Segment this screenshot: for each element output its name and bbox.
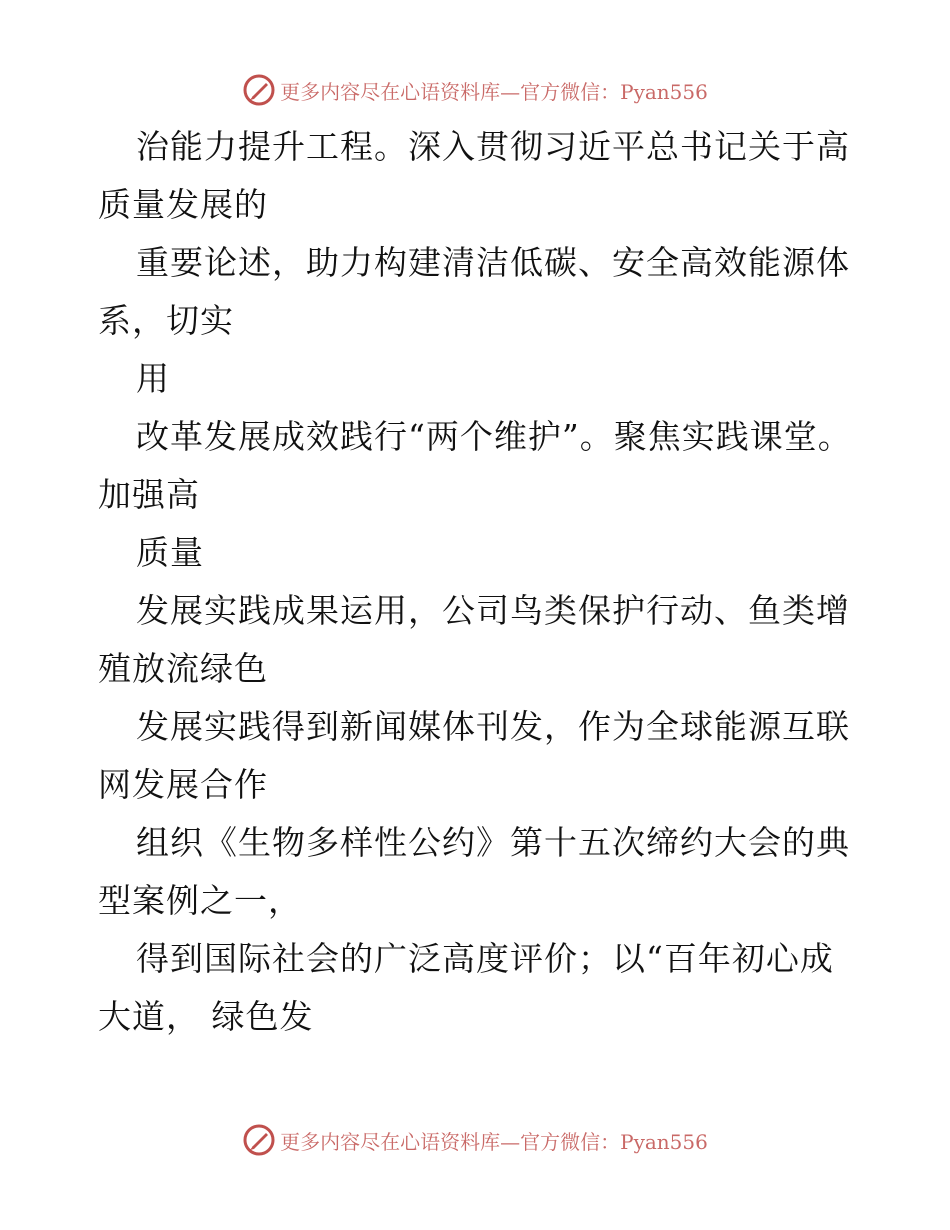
paragraph: 改革发展成效践行“两个维护”。聚焦实践课堂。加强高 — [98, 417, 852, 514]
watermark-text: 更多内容尽在心语资料库—官方微信：Pyan556 — [280, 79, 708, 104]
paragraph: 治能力提升工程。深入贯彻习近平总书记关于高质量发展的 — [98, 127, 850, 224]
header-watermark — [0, 70, 950, 110]
document-body — [98, 118, 858, 1046]
paragraph: 用 — [136, 359, 170, 398]
paragraph: 质量 — [136, 533, 204, 572]
footer-watermark — [0, 1120, 950, 1160]
paragraph: 发展实践得到新闻媒体刊发，作为全球能源互联网发展合作 — [98, 707, 850, 804]
paragraph: 组织《生物多样性公约》第十五次缔约大会的典型案例之一， — [98, 823, 850, 920]
quill-seal-icon — [242, 73, 276, 107]
quill-seal-icon — [242, 1123, 276, 1157]
paragraph: 重要论述，助力构建清洁低碳、安全高效能源体系，切实 — [98, 243, 850, 340]
watermark-text: 更多内容尽在心语资料库—官方微信：Pyan556 — [280, 1129, 708, 1154]
paragraph: 得到国际社会的广泛高度评价；以“百年初心成大道， 绿色发 — [98, 939, 834, 1036]
paragraph: 发展实践成果运用，公司鸟类保护行动、鱼类增殖放流绿色 — [98, 591, 850, 688]
